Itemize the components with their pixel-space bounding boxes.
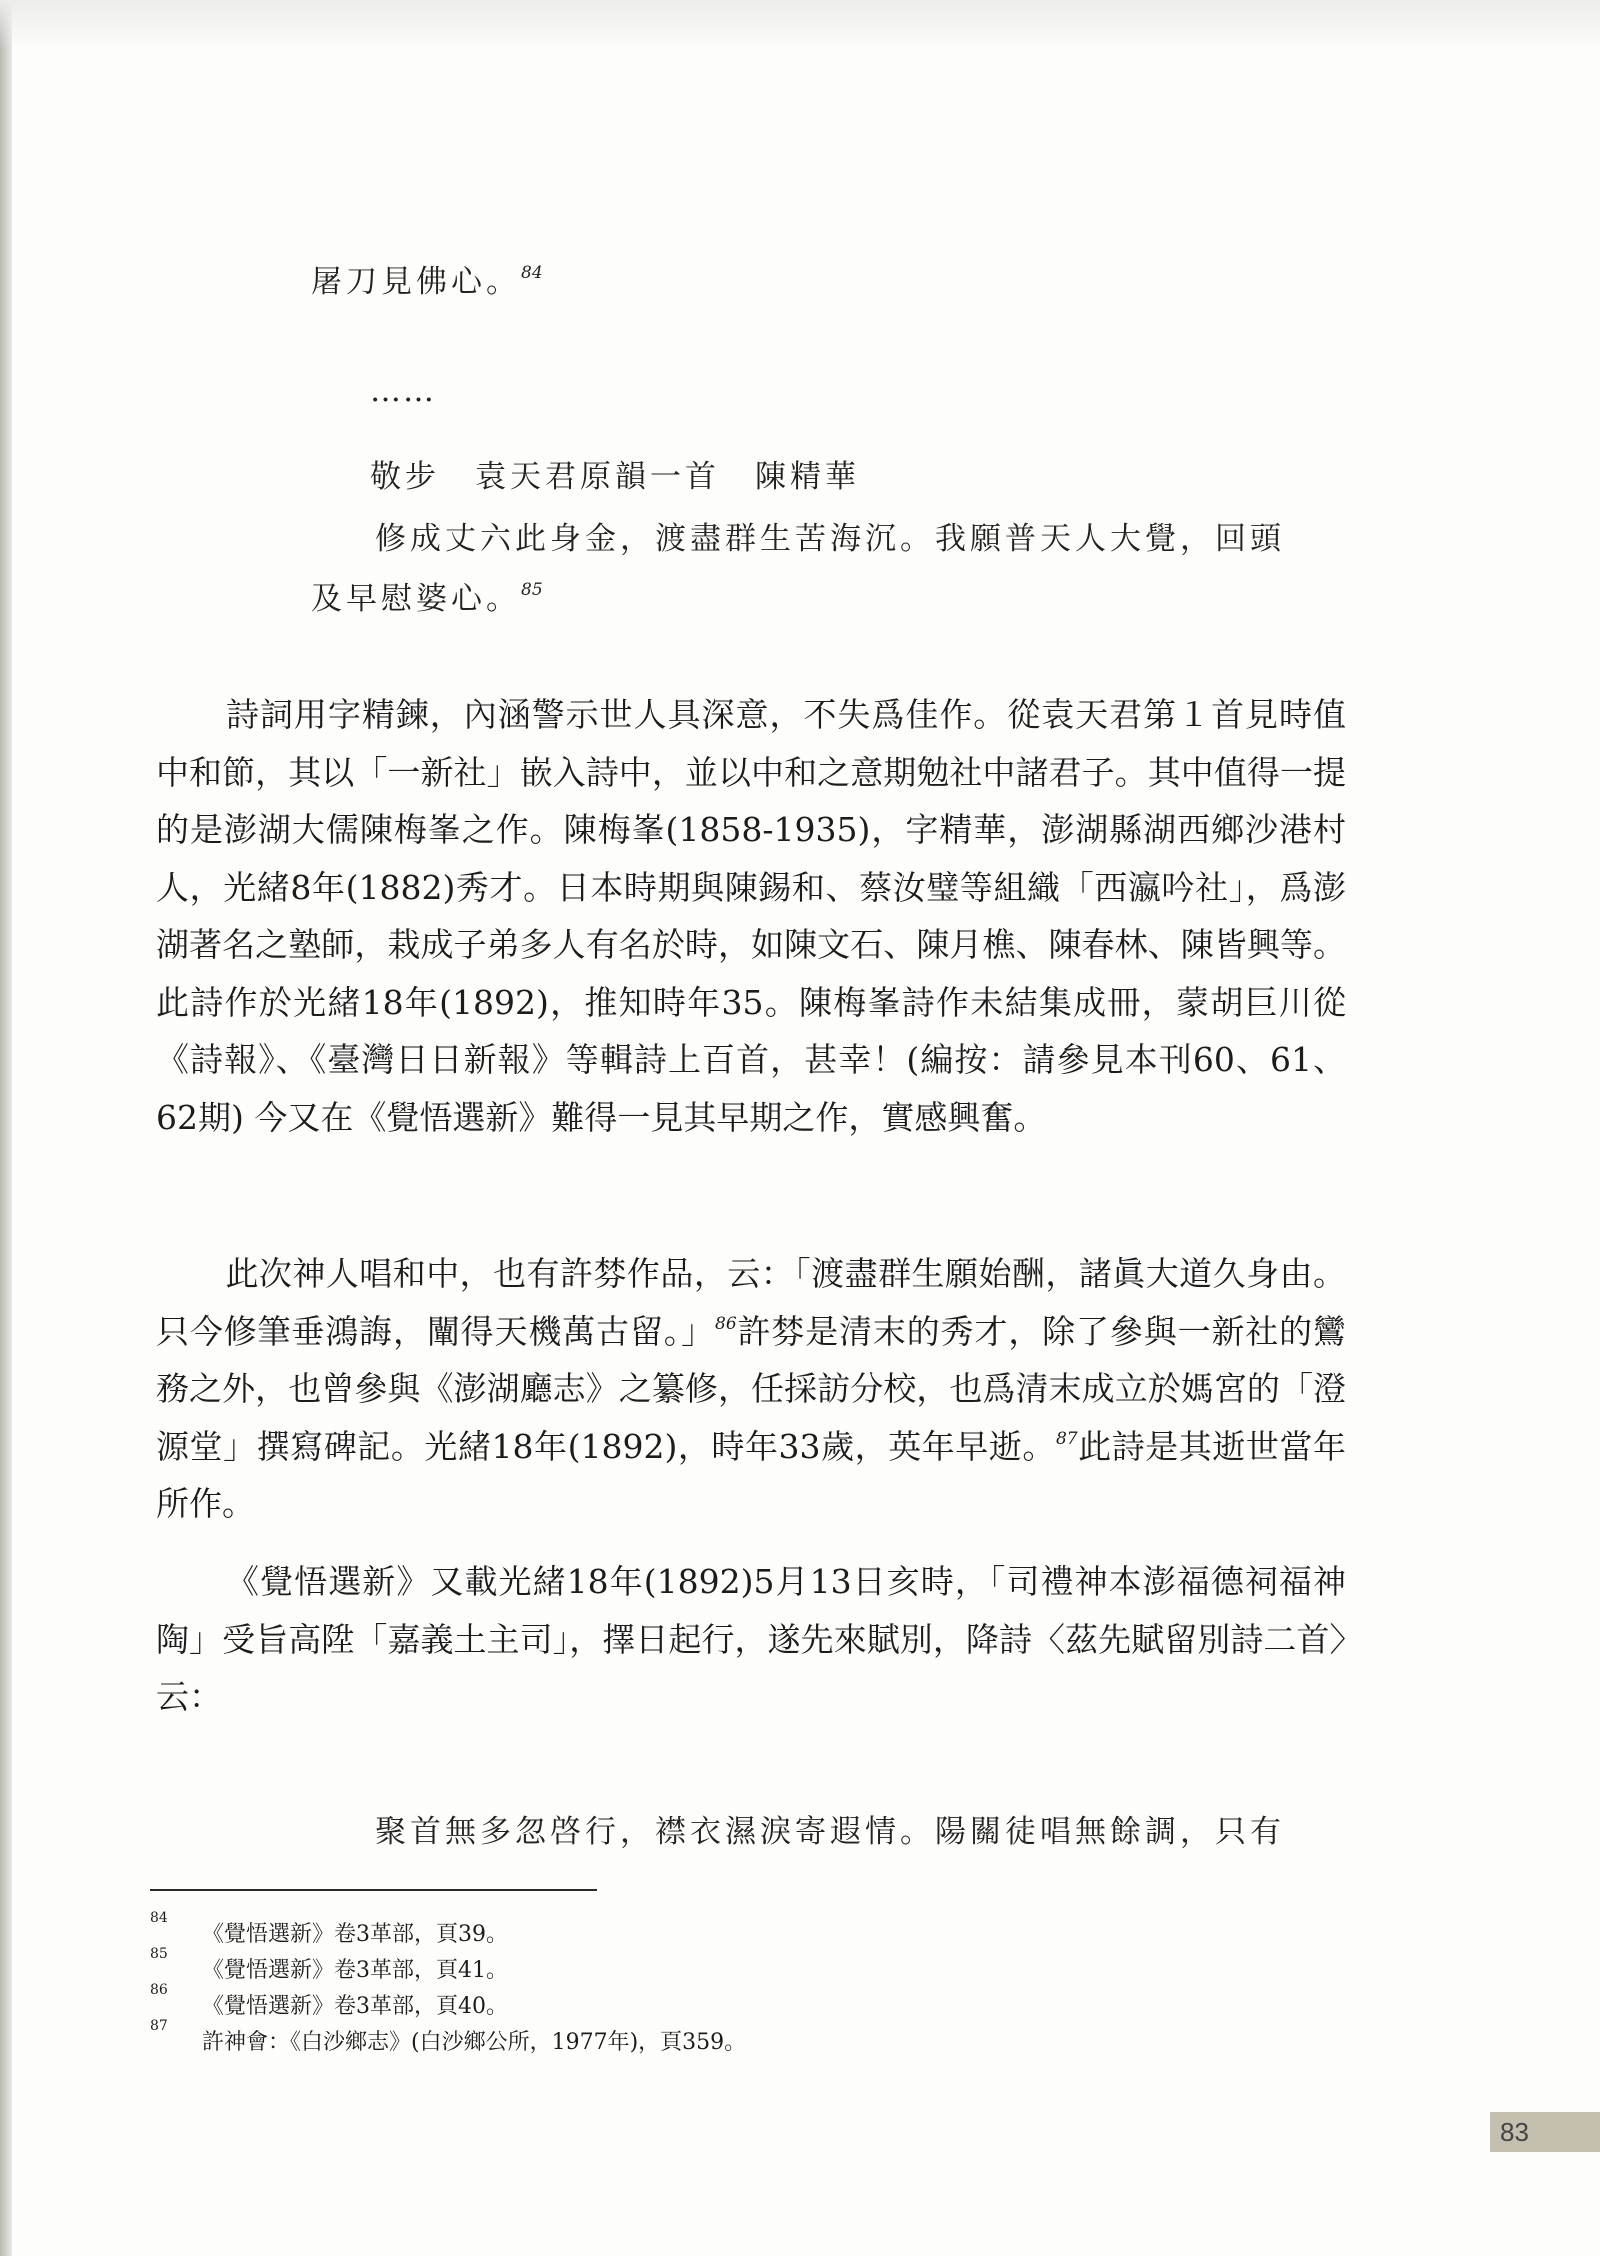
footnote-separator (150, 1889, 597, 1891)
footnote-ref-84: 84 (521, 263, 543, 283)
page-left-edge (0, 0, 12, 2256)
footnote-ref-85: 85 (521, 580, 543, 600)
footnote-ref-86: 86 (715, 1313, 737, 1334)
paragraph-1: 詩詞用字精鍊，內涵警示世人具深意，不失爲佳作。從袁天君第１首見時值中和節，其以「一新社」嵌入詩中，並以中和之意期勉社中諸君子。其中值得一提的是澎湖大儒陳梅峯之作。陳梅峯(1858-1935)，字精華，澎湖縣湖西鄉沙港村人，光緒8年(1882)秀才。日本時期與陳錫和、蔡汝璧等組織「西瀛吟社」，爲澎湖著名之塾師，栽成子弟多人有名於時，如陳文石、陳月樵、陳春林、陳皆興等。此詩作於光緒18年(1892)，推知時年35。陳梅峯詩作未結集成冊，蒙胡巨川從《詩報》、《臺灣日日新報》等輯詩上百首，甚幸！(編按：請參見本刊60、61、62期) 今又在《覺悟選新》難得一見其早期之作，實感興奮。 (156, 695, 1346, 1137)
page-top-shade (0, 0, 1600, 50)
poem-line-2: 修成丈六此身金，渡盡群生苦海沉。我願普天人大覺，回頭 (375, 521, 1285, 557)
poem-line-1: 屠刀見佛心。$^{84}$ (311, 263, 543, 300)
paragraph-3: 《覺悟選新》又載光緒18年(1892)5月13日亥時，「司禮神本澎福德祠福神陶」受旨高陞「嘉義土主司」，擇日起行，遂先來賦別，降詩〈茲先賦留別詩二首〉云： (156, 1562, 1346, 1716)
page-number: 83 (1490, 2112, 1600, 2152)
poem-ellipsis: …… (370, 373, 436, 409)
paragraph-2: 此次神人唱和中，也有許棼作品，云：「渡盡群生願始酬，諸眞大道久身由。只今修筆垂鴻誨，闡得天機萬古留。」$^{86}$許棼是清末的秀才，除了參與一新社的鸞務之外，也曾參與《澎湖廳志》之纂修，任採訪分校，也爲清末成立於媽宮的「澄源堂」撰寫碑記。光緒18年(1892)，時年33歲，英年早逝。$^{87}$此詩是其逝世當年所作。 (156, 1254, 1347, 1523)
poem-2-line-1: 聚首無多忽啓行，襟衣濕淚寄遐情。陽關徒唱無餘調，只有 (375, 1814, 1285, 1850)
poem-heading: 敬步 袁天君原韻一首 陳精華 (370, 459, 860, 495)
footnote-ref-87: 87 (1055, 1428, 1078, 1449)
poem-line-3: 及早慰婆心。$^{85}$ (311, 580, 543, 617)
